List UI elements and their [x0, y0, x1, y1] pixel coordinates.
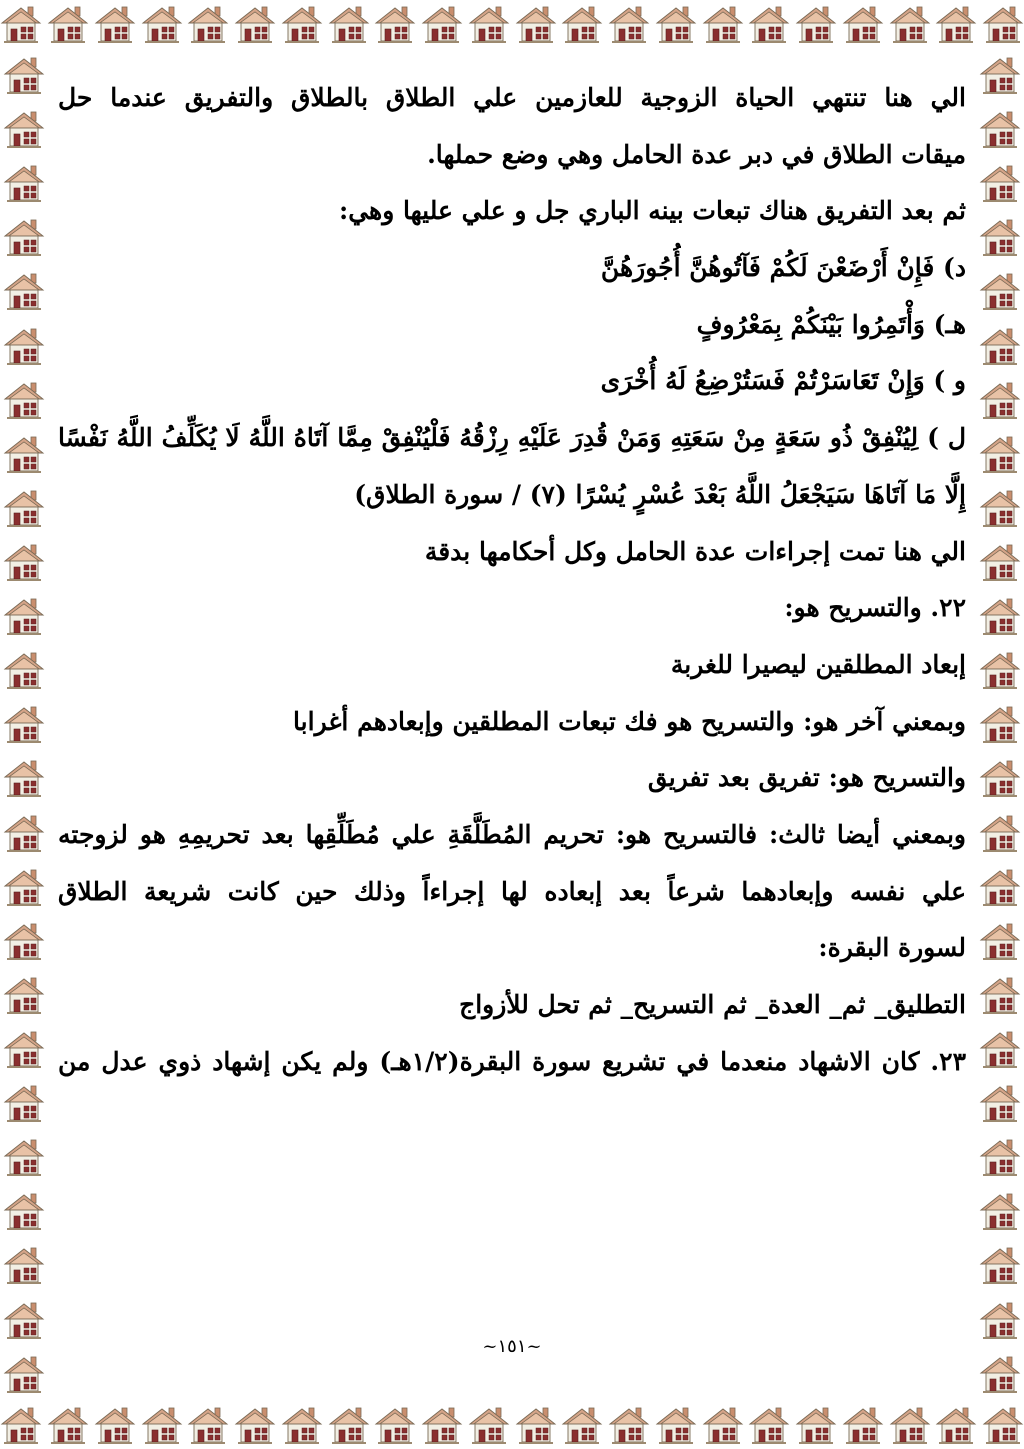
house-icon	[608, 4, 650, 44]
house-icon	[979, 271, 1021, 311]
house-icon	[655, 1405, 697, 1445]
house-icon	[795, 1405, 837, 1445]
house-icon	[935, 4, 977, 44]
house-icon	[979, 975, 1021, 1015]
house-icon	[3, 1029, 45, 1069]
house-icon	[979, 813, 1021, 853]
text-line: د) فَإِنْ أَرْضَعْنَ لَكُمْ فَآتُوهُنَّ أُجُورَهُنَّ	[600, 253, 966, 283]
house-icon	[889, 4, 931, 44]
house-icon	[187, 1405, 229, 1445]
house-icon	[979, 1137, 1021, 1177]
house-icon	[795, 4, 837, 44]
house-icon	[234, 4, 276, 44]
house-icon	[702, 1405, 744, 1445]
house-icon	[979, 488, 1021, 528]
text-line: والتسريح هو: تفريق بعد تفريق	[647, 763, 966, 793]
house-icon	[3, 217, 45, 257]
house-icon	[421, 1405, 463, 1445]
house-icon	[3, 1354, 45, 1394]
house-icon	[328, 4, 370, 44]
house-icon	[979, 921, 1021, 961]
house-icon	[3, 1245, 45, 1285]
house-icon	[3, 758, 45, 798]
house-icon	[979, 867, 1021, 907]
house-icon	[281, 1405, 323, 1445]
text-line: هـ) وَأْتَمِرُوا بَيْنَكُمْ بِمَعْرُوفٍ	[696, 309, 966, 339]
house-icon	[47, 4, 89, 44]
house-icon	[608, 1405, 650, 1445]
house-icon	[3, 1083, 45, 1123]
text-line: و ) وَإِنْ تَعَاسَرْتُمْ فَسَتُرْضِعُ لَهُ أُخْرَى	[600, 366, 966, 396]
text-line: ميقات الطلاق في دبر عدة الحامل وهي وضع حملها.	[427, 139, 966, 169]
house-icon	[0, 1405, 42, 1445]
house-icon	[3, 488, 45, 528]
house-icon	[374, 4, 416, 44]
house-icon	[935, 1405, 977, 1445]
bottom-border	[0, 1401, 1024, 1449]
house-icon	[3, 55, 45, 95]
house-icon	[3, 1137, 45, 1177]
house-icon	[94, 1405, 136, 1445]
text-line: الي هنا تنتهي الحياة الزوجية للعازمين علي الطلاق بالطلاق والتفريق عندما حل	[58, 83, 966, 112]
right-border	[976, 48, 1024, 1401]
house-icon	[468, 1405, 510, 1445]
house-icon	[702, 4, 744, 44]
house-icon	[3, 867, 45, 907]
house-icon	[328, 1405, 370, 1445]
top-border	[0, 0, 1024, 48]
house-icon	[94, 4, 136, 44]
house-icon	[141, 4, 183, 44]
house-icon	[979, 1029, 1021, 1069]
house-icon	[3, 271, 45, 311]
text-line: ٢٣. كان الاشهاد منعدما في تشريع سورة البقرة(١/٢هـ) ولم يكن إشهاد ذوي عدل من	[58, 1046, 966, 1076]
house-icon	[561, 1405, 603, 1445]
house-icon	[3, 813, 45, 853]
house-icon	[655, 4, 697, 44]
house-icon	[979, 55, 1021, 95]
house-icon	[979, 1354, 1021, 1394]
house-icon	[979, 1245, 1021, 1285]
house-icon	[3, 975, 45, 1015]
house-icon	[3, 921, 45, 961]
house-icon	[515, 1405, 557, 1445]
house-icon	[842, 1405, 884, 1445]
house-icon	[3, 380, 45, 420]
house-icon	[979, 758, 1021, 798]
house-icon	[0, 4, 42, 44]
house-icon	[3, 1191, 45, 1231]
text-line: التطليق_ ثم_ العدة_ ثم التسريح_ ثم تحل للأزواج	[459, 990, 966, 1019]
house-icon	[3, 109, 45, 149]
text-line: ٢٢. والتسريح هو:	[784, 593, 966, 623]
text-line: الي هنا تمت إجراءات عدة الحامل وكل أحكامها بدقة	[424, 536, 966, 566]
house-icon	[979, 1300, 1021, 1340]
house-icon	[421, 4, 463, 44]
text-line: إبعاد المطلقين ليصيرا للغربة	[670, 649, 966, 679]
page-body	[58, 70, 966, 1090]
house-icon	[3, 542, 45, 582]
text-line: وبمعني آخر هو: والتسريح هو فك تبعات المطلقين وإبعادهم أغرابا	[293, 706, 966, 736]
text-line: علي نفسه وإبعادهما شرعاً بعد إبعاده لها إجراءاً وذلك حين كانت شريعة الطلاق	[58, 876, 966, 906]
house-icon	[982, 1405, 1024, 1445]
house-icon	[3, 163, 45, 203]
house-icon	[3, 704, 45, 744]
left-border	[0, 48, 48, 1401]
house-icon	[979, 380, 1021, 420]
text-line: ثم بعد التفريق هناك تبعات بينه الباري جل و علي عليها وهي:	[338, 196, 966, 226]
house-icon	[515, 4, 557, 44]
house-icon	[979, 704, 1021, 744]
house-icon	[979, 163, 1021, 203]
text-line: إِلَّا مَا آتَاهَا سَيَجْعَلُ اللَّهُ بَعْدَ عُسْرٍ يُسْرًا (٧) / سورة الطلاق)	[354, 479, 966, 509]
house-icon	[979, 650, 1021, 690]
house-icon	[979, 1083, 1021, 1123]
text-line: لسورة البقرة:	[818, 933, 966, 963]
house-icon	[979, 109, 1021, 149]
house-icon	[982, 4, 1024, 44]
house-icon	[979, 326, 1021, 366]
house-icon	[47, 1405, 89, 1445]
house-icon	[3, 596, 45, 636]
page-number: ~١٥١~	[482, 1336, 542, 1357]
house-icon	[281, 4, 323, 44]
house-icon	[889, 1405, 931, 1445]
house-icon	[979, 1191, 1021, 1231]
house-icon	[468, 4, 510, 44]
house-icon	[561, 4, 603, 44]
house-icon	[234, 1405, 276, 1445]
house-icon	[3, 1300, 45, 1340]
house-icon	[979, 542, 1021, 582]
house-icon	[842, 4, 884, 44]
house-icon	[979, 434, 1021, 474]
house-icon	[3, 434, 45, 474]
house-icon	[979, 596, 1021, 636]
text-line: ل ) لِيُنْفِقْ ذُو سَعَةٍ مِنْ سَعَتِهِ وَمَنْ قُدِرَ عَلَيْهِ رِزْقُهُ فَلْيُنْفِقْ مِمَّا آتَاهُ اللَّهُ لَا يُكَلِّفُ اللَّهُ نَفْسًا	[58, 423, 966, 453]
house-icon	[748, 1405, 790, 1445]
house-icon	[374, 1405, 416, 1445]
house-icon	[141, 1405, 183, 1445]
house-icon	[187, 4, 229, 44]
house-icon	[3, 650, 45, 690]
text-line: وبمعني أيضا ثالث: فالتسريح هو: تحريم المُطَلَّقَةِ علي مُطَلِّقِها بعد تحريمِهِ هو لزوجته	[58, 819, 966, 849]
house-icon	[979, 217, 1021, 257]
house-icon	[3, 326, 45, 366]
house-icon	[748, 4, 790, 44]
